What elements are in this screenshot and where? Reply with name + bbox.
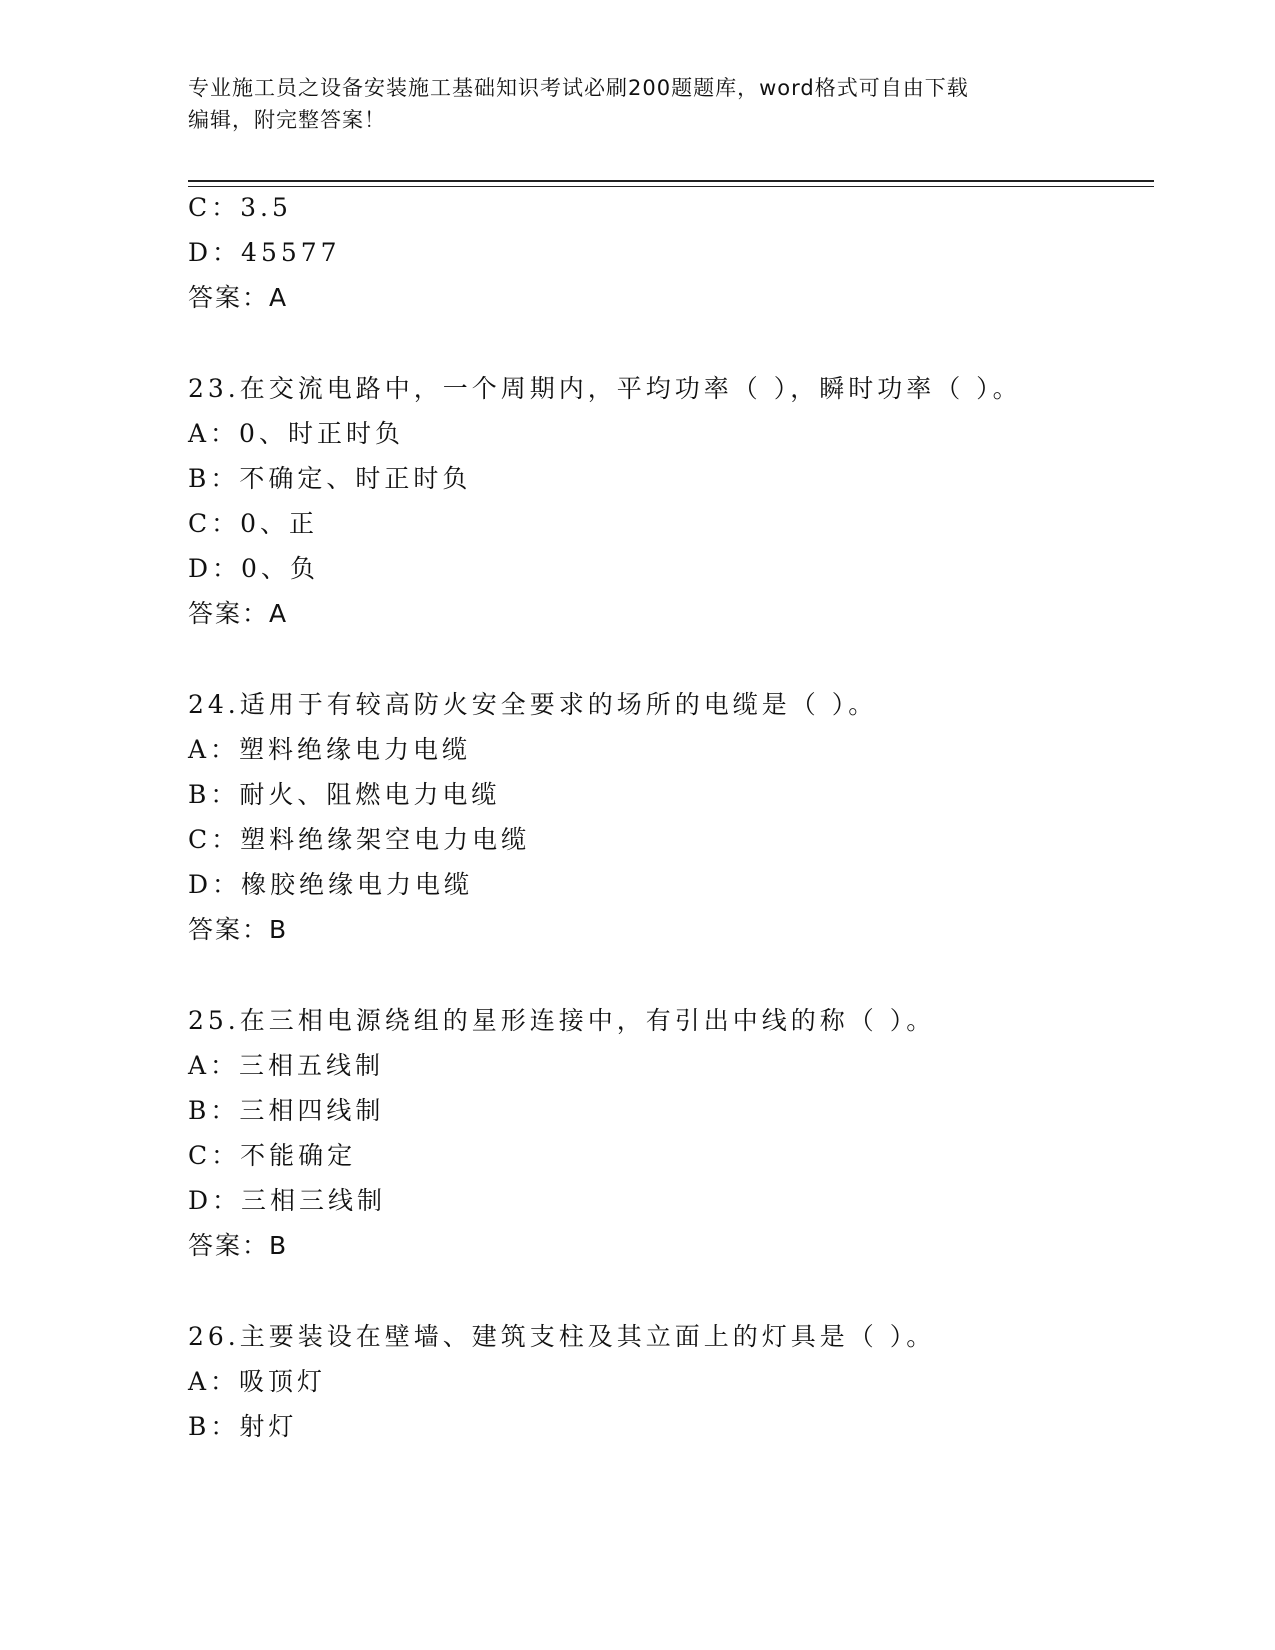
- header-title-line-2: 编辑，附完整答案！: [188, 108, 386, 132]
- q23-option-b: B：不确定、时正时负: [188, 464, 472, 493]
- q25-option-a: A：三相五线制: [188, 1051, 385, 1080]
- q24-option-a: A：塑料绝缘电力电缆: [188, 735, 472, 764]
- q25-option-d: D：三相三线制: [188, 1186, 387, 1215]
- q25-option-c: C：不能确定: [188, 1141, 357, 1170]
- q24-option-c: C：塑料绝缘架空电力电缆: [188, 825, 531, 854]
- q24-answer: 答案：B: [188, 915, 289, 944]
- q23-option-a: A：0、时正时负: [188, 419, 404, 448]
- q23-answer: 答案：A: [188, 599, 289, 628]
- q25-answer: 答案：B: [188, 1231, 289, 1260]
- q23-option-c: C：0、正: [188, 509, 319, 538]
- question-24: 24.适用于有较高防火安全要求的场所的电缆是（ ）。: [188, 690, 878, 719]
- q24-option-d: D：橡胶绝缘电力电缆: [188, 870, 474, 899]
- question-26: 26.主要装设在壁墙、建筑支柱及其立面上的灯具是（ ）。: [188, 1322, 936, 1351]
- document-header: [188, 72, 1088, 136]
- question-23: 23.在交流电路中，一个周期内，平均功率（ ），瞬时功率（ ）。: [188, 374, 1022, 403]
- q23-option-d: D：0、负: [188, 554, 319, 583]
- header-divider-thick: [188, 180, 1154, 182]
- q25-option-b: B：三相四线制: [188, 1096, 385, 1125]
- option-d: D：45577: [188, 238, 341, 267]
- option-c: C：3.5: [188, 193, 292, 222]
- answer: 答案：A: [188, 283, 289, 312]
- q26-option-b: B：射灯: [188, 1412, 298, 1441]
- q26-option-a: A：吸顶灯: [188, 1367, 327, 1396]
- question-25: 25.在三相电源绕组的星形连接中，有引出中线的称（ ）。: [188, 1006, 936, 1035]
- q24-option-b: B：耐火、阻燃电力电缆: [188, 780, 501, 809]
- header-divider-thin: [188, 186, 1154, 187]
- header-title-line-1: 专业施工员之设备安装施工基础知识考试必刷200题题库，word格式可自由下载: [188, 76, 969, 100]
